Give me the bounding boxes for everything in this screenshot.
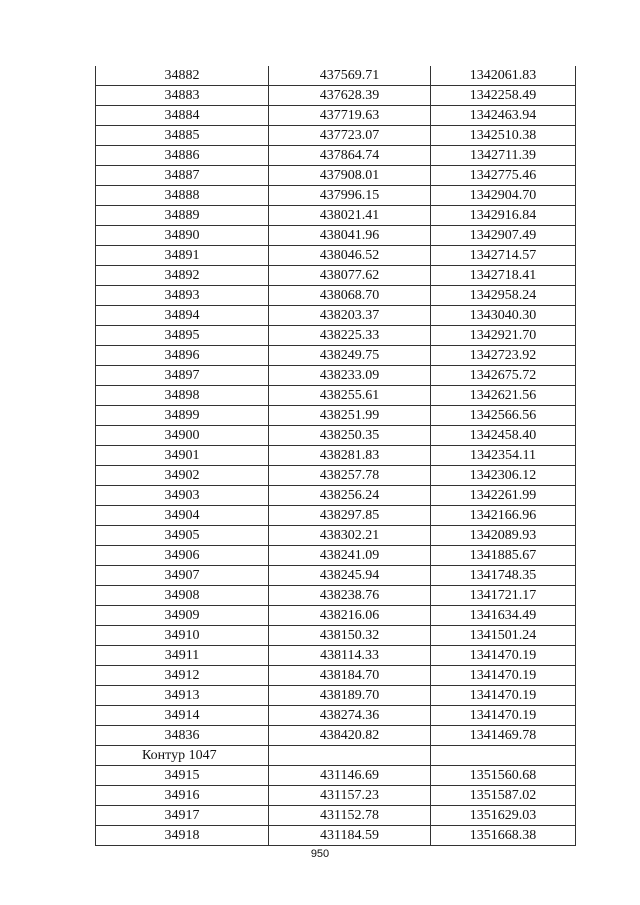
table-row bbox=[96, 686, 576, 706]
y-coordinate-cell: 1341470.19 bbox=[431, 646, 576, 666]
contour-label-cell: Контур 1047 bbox=[96, 746, 269, 766]
x-coordinate-cell: 438184.70 bbox=[269, 666, 431, 686]
y-coordinate-cell: 1341634.49 bbox=[431, 606, 576, 626]
point-number-cell: 34903 bbox=[96, 486, 269, 506]
table-row bbox=[96, 546, 576, 566]
table-row bbox=[96, 486, 576, 506]
point-number-cell: 34905 bbox=[96, 526, 269, 546]
y-coordinate-cell: 1342775.46 bbox=[431, 166, 576, 186]
page-number: 950 bbox=[310, 848, 330, 860]
y-coordinate-cell: 1342566.56 bbox=[431, 406, 576, 426]
table-row bbox=[96, 626, 576, 646]
x-coordinate-cell: 437628.39 bbox=[269, 86, 431, 106]
x-coordinate-cell: 438150.32 bbox=[269, 626, 431, 646]
table-row bbox=[96, 146, 576, 166]
table-row bbox=[96, 446, 576, 466]
point-number-cell: 34897 bbox=[96, 366, 269, 386]
x-coordinate-cell: 431146.69 bbox=[269, 766, 431, 786]
point-number-cell: 34901 bbox=[96, 446, 269, 466]
y-coordinate-cell: 1351560.68 bbox=[431, 766, 576, 786]
point-number-cell: 34893 bbox=[96, 286, 269, 306]
table-row bbox=[96, 806, 576, 826]
x-coordinate-cell: 437719.63 bbox=[269, 106, 431, 126]
table-row bbox=[96, 206, 576, 226]
coordinates-table-body bbox=[96, 66, 576, 846]
point-number-cell: 34912 bbox=[96, 666, 269, 686]
x-coordinate-cell: 431152.78 bbox=[269, 806, 431, 826]
point-number-cell: 34890 bbox=[96, 226, 269, 246]
point-number-cell: 34911 bbox=[96, 646, 269, 666]
y-coordinate-cell: 1342061.83 bbox=[431, 66, 576, 86]
point-number-cell: 34910 bbox=[96, 626, 269, 646]
y-coordinate-cell: 1341885.67 bbox=[431, 546, 576, 566]
table-row bbox=[96, 346, 576, 366]
table-row bbox=[96, 306, 576, 326]
y-coordinate-cell: 1351668.38 bbox=[431, 826, 576, 846]
x-coordinate-cell: 438189.70 bbox=[269, 686, 431, 706]
point-number-cell: 34908 bbox=[96, 586, 269, 606]
y-coordinate-cell: 1351587.02 bbox=[431, 786, 576, 806]
y-coordinate-cell: 1342166.96 bbox=[431, 506, 576, 526]
x-coordinate-cell: 438274.36 bbox=[269, 706, 431, 726]
x-coordinate-cell: 437569.71 bbox=[269, 66, 431, 86]
point-number-cell: 34836 bbox=[96, 726, 269, 746]
point-number-cell: 34888 bbox=[96, 186, 269, 206]
table-row bbox=[96, 566, 576, 586]
y-coordinate-cell: 1341470.19 bbox=[431, 686, 576, 706]
y-coordinate-cell: 1342921.70 bbox=[431, 326, 576, 346]
table-row bbox=[96, 166, 576, 186]
section-header-row bbox=[96, 746, 576, 766]
y-coordinate-cell: 1341721.17 bbox=[431, 586, 576, 606]
point-number-cell: 34886 bbox=[96, 146, 269, 166]
x-coordinate-cell: 437908.01 bbox=[269, 166, 431, 186]
y-coordinate-cell bbox=[431, 746, 576, 766]
x-coordinate-cell: 438255.61 bbox=[269, 386, 431, 406]
point-number-cell: 34915 bbox=[96, 766, 269, 786]
table-row bbox=[96, 646, 576, 666]
y-coordinate-cell: 1341748.35 bbox=[431, 566, 576, 586]
table-row bbox=[96, 466, 576, 486]
x-coordinate-cell: 438241.09 bbox=[269, 546, 431, 566]
point-number-cell: 34914 bbox=[96, 706, 269, 726]
table-row bbox=[96, 326, 576, 346]
point-number-cell: 34898 bbox=[96, 386, 269, 406]
table-row bbox=[96, 706, 576, 726]
x-coordinate-cell: 438068.70 bbox=[269, 286, 431, 306]
y-coordinate-cell: 1342711.39 bbox=[431, 146, 576, 166]
x-coordinate-cell: 438203.37 bbox=[269, 306, 431, 326]
y-coordinate-cell: 1342258.49 bbox=[431, 86, 576, 106]
table-row bbox=[96, 246, 576, 266]
x-coordinate-cell: 438046.52 bbox=[269, 246, 431, 266]
table-row bbox=[96, 366, 576, 386]
x-coordinate-cell: 438233.09 bbox=[269, 366, 431, 386]
x-coordinate-cell: 437996.15 bbox=[269, 186, 431, 206]
x-coordinate-cell: 438420.82 bbox=[269, 726, 431, 746]
table-row bbox=[96, 126, 576, 146]
y-coordinate-cell: 1342510.38 bbox=[431, 126, 576, 146]
y-coordinate-cell: 1342306.12 bbox=[431, 466, 576, 486]
point-number-cell: 34885 bbox=[96, 126, 269, 146]
table-row bbox=[96, 526, 576, 546]
point-number-cell: 34894 bbox=[96, 306, 269, 326]
y-coordinate-cell: 1342907.49 bbox=[431, 226, 576, 246]
x-coordinate-cell: 438250.35 bbox=[269, 426, 431, 446]
y-coordinate-cell: 1341469.78 bbox=[431, 726, 576, 746]
x-coordinate-cell: 431157.23 bbox=[269, 786, 431, 806]
x-coordinate-cell: 438257.78 bbox=[269, 466, 431, 486]
point-number-cell: 34887 bbox=[96, 166, 269, 186]
y-coordinate-cell: 1341501.24 bbox=[431, 626, 576, 646]
x-coordinate-cell: 438297.85 bbox=[269, 506, 431, 526]
x-coordinate-cell: 438249.75 bbox=[269, 346, 431, 366]
table-row bbox=[96, 406, 576, 426]
table-row bbox=[96, 106, 576, 126]
table-row bbox=[96, 666, 576, 686]
y-coordinate-cell: 1342916.84 bbox=[431, 206, 576, 226]
x-coordinate-cell: 438041.96 bbox=[269, 226, 431, 246]
x-coordinate-cell: 438256.24 bbox=[269, 486, 431, 506]
x-coordinate-cell: 438021.41 bbox=[269, 206, 431, 226]
y-coordinate-cell: 1342675.72 bbox=[431, 366, 576, 386]
point-number-cell: 34889 bbox=[96, 206, 269, 226]
table-row bbox=[96, 286, 576, 306]
point-number-cell: 34917 bbox=[96, 806, 269, 826]
point-number-cell: 34907 bbox=[96, 566, 269, 586]
x-coordinate-cell: 438281.83 bbox=[269, 446, 431, 466]
point-number-cell: 34883 bbox=[96, 86, 269, 106]
table-row bbox=[96, 266, 576, 286]
x-coordinate-cell: 438245.94 bbox=[269, 566, 431, 586]
point-number-cell: 34902 bbox=[96, 466, 269, 486]
table-row bbox=[96, 66, 576, 86]
x-coordinate-cell: 438077.62 bbox=[269, 266, 431, 286]
point-number-cell: 34891 bbox=[96, 246, 269, 266]
point-number-cell: 34899 bbox=[96, 406, 269, 426]
point-number-cell: 34892 bbox=[96, 266, 269, 286]
x-coordinate-cell: 438251.99 bbox=[269, 406, 431, 426]
point-number-cell: 34884 bbox=[96, 106, 269, 126]
x-coordinate-cell: 431184.59 bbox=[269, 826, 431, 846]
y-coordinate-cell: 1342718.41 bbox=[431, 266, 576, 286]
y-coordinate-cell: 1342458.40 bbox=[431, 426, 576, 446]
point-number-cell: 34906 bbox=[96, 546, 269, 566]
x-coordinate-cell: 437723.07 bbox=[269, 126, 431, 146]
point-number-cell: 34918 bbox=[96, 826, 269, 846]
y-coordinate-cell: 1342714.57 bbox=[431, 246, 576, 266]
point-number-cell: 34909 bbox=[96, 606, 269, 626]
point-number-cell: 34895 bbox=[96, 326, 269, 346]
point-number-cell: 34900 bbox=[96, 426, 269, 446]
table-row bbox=[96, 386, 576, 406]
y-coordinate-cell: 1351629.03 bbox=[431, 806, 576, 826]
coordinates-table bbox=[95, 66, 576, 846]
y-coordinate-cell: 1342089.93 bbox=[431, 526, 576, 546]
x-coordinate-cell bbox=[269, 746, 431, 766]
y-coordinate-cell: 1342958.24 bbox=[431, 286, 576, 306]
y-coordinate-cell: 1343040.30 bbox=[431, 306, 576, 326]
point-number-cell: 34913 bbox=[96, 686, 269, 706]
table-row bbox=[96, 826, 576, 846]
table-row bbox=[96, 586, 576, 606]
table-row bbox=[96, 86, 576, 106]
y-coordinate-cell: 1341470.19 bbox=[431, 666, 576, 686]
x-coordinate-cell: 438216.06 bbox=[269, 606, 431, 626]
x-coordinate-cell: 438238.76 bbox=[269, 586, 431, 606]
x-coordinate-cell: 437864.74 bbox=[269, 146, 431, 166]
point-number-cell: 34896 bbox=[96, 346, 269, 366]
y-coordinate-cell: 1342723.92 bbox=[431, 346, 576, 366]
table-row bbox=[96, 186, 576, 206]
point-number-cell: 34882 bbox=[96, 66, 269, 86]
table-row bbox=[96, 606, 576, 626]
y-coordinate-cell: 1342463.94 bbox=[431, 106, 576, 126]
y-coordinate-cell: 1342904.70 bbox=[431, 186, 576, 206]
y-coordinate-cell: 1342354.11 bbox=[431, 446, 576, 466]
x-coordinate-cell: 438225.33 bbox=[269, 326, 431, 346]
y-coordinate-cell: 1341470.19 bbox=[431, 706, 576, 726]
table-row bbox=[96, 766, 576, 786]
y-coordinate-cell: 1342261.99 bbox=[431, 486, 576, 506]
table-row bbox=[96, 226, 576, 246]
table-row bbox=[96, 786, 576, 806]
y-coordinate-cell: 1342621.56 bbox=[431, 386, 576, 406]
point-number-cell: 34916 bbox=[96, 786, 269, 806]
table-row bbox=[96, 506, 576, 526]
x-coordinate-cell: 438114.33 bbox=[269, 646, 431, 666]
point-number-cell: 34904 bbox=[96, 506, 269, 526]
table-row bbox=[96, 426, 576, 446]
table-row bbox=[96, 726, 576, 746]
x-coordinate-cell: 438302.21 bbox=[269, 526, 431, 546]
